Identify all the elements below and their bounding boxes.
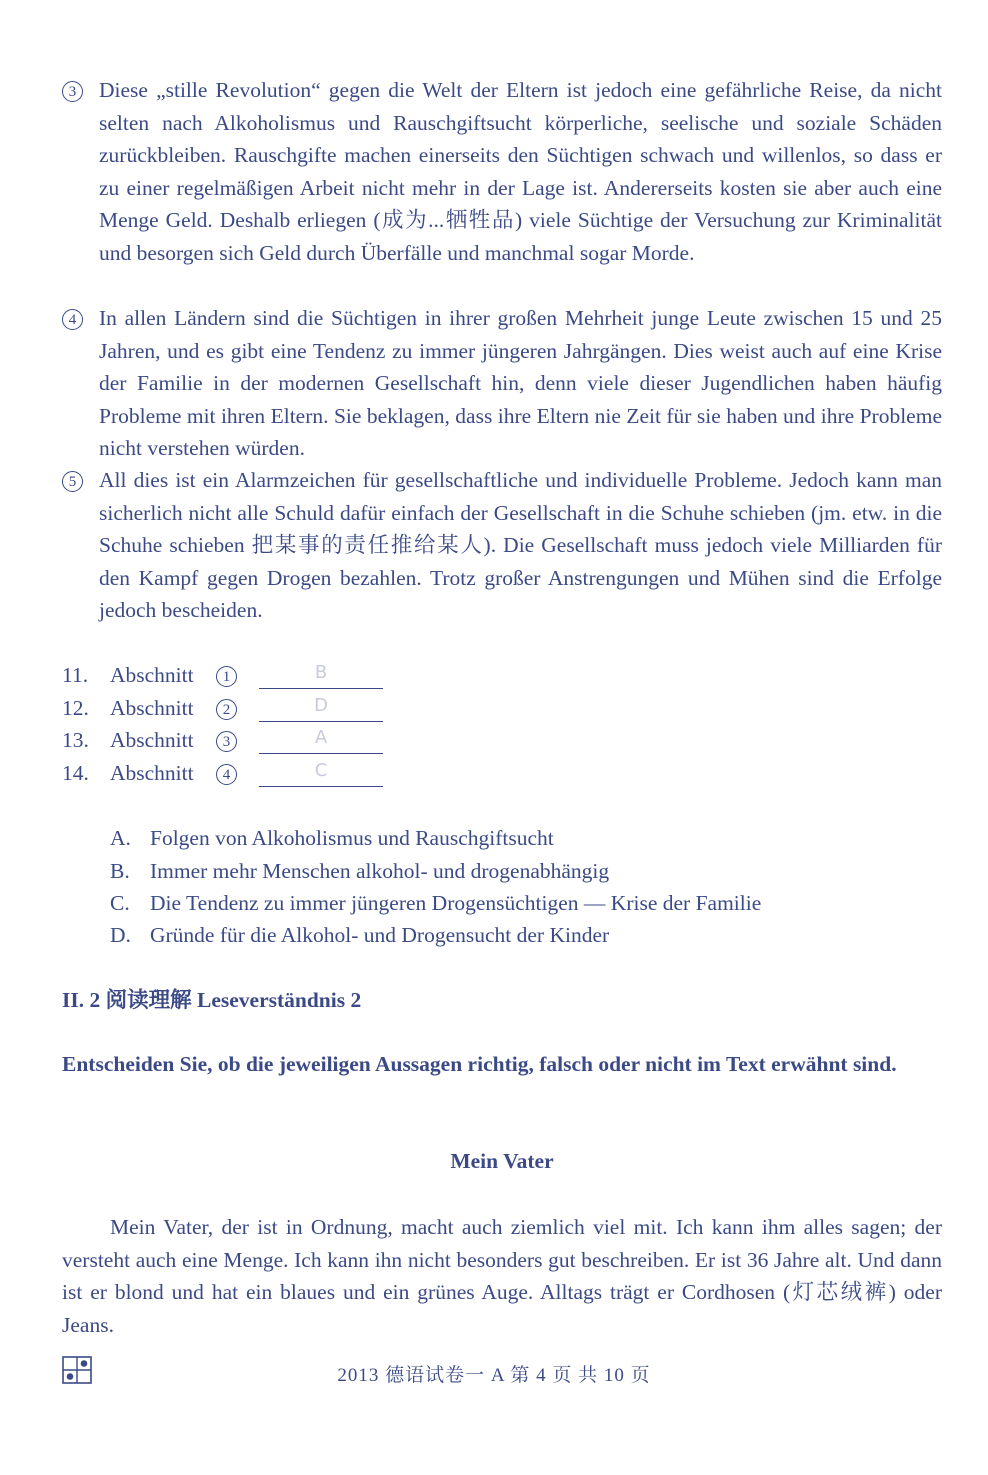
- paragraph-text: Diese „stille Revolution“ gegen die Welt der Eltern ist jedoch eine gefährliche Reise, da nicht selten nach Alkoholismus und Rauschgiftsucht körperliche, seelische und soziale Schäden zurückbleiben. Rauschgifte machen einerseits den Süchtigen schwach und willenlos, so dass er zu einer regelmäßigen Arbeit nicht mehr in der Lage ist. Andererseits kosten sie aber auch eine Menge Geld. Deshalb erliegen (成为...牺牲品) viele Süchtige der Versuchung zur Kriminalität und besorgen sich Geld durch Überfälle und manchmal sogar Morde.: [99, 78, 942, 265]
- paragraph-number: [62, 74, 90, 107]
- question-11: [62, 660, 328, 690]
- answer-blank[interactable]: D: [259, 693, 383, 722]
- question-label: Abschnitt: [110, 663, 194, 687]
- paragraph-number: [62, 302, 90, 335]
- question-label: Abschnitt: [110, 728, 194, 752]
- circled-number: 4: [216, 764, 237, 785]
- question-label: Abschnitt: [110, 761, 194, 785]
- paragraph-text: In allen Ländern sind die Süchtigen in ihrer großen Mehrheit junge Leute zwischen 15 und 25 Jahren, und es gibt eine Tendenz zu immer jüngeren Jahrgängen. Dies weist auch auf eine Krise der Familie in der modernen Gesellschaft hin, denn viele dieser Jugendlichen haben häufig Probleme mit ihren Eltern. Sie beklagen, dass ihre Eltern nie Zeit für sie haben und ihre Probleme nicht verstehen würden.: [99, 306, 942, 460]
- question-number: 14.: [62, 761, 89, 785]
- circled-number: 1: [216, 666, 237, 687]
- reading-title: Mein Vater: [450, 1149, 554, 1173]
- page-footer: 2013 德语试卷一 A 第 4 页 共 10 页: [337, 1365, 651, 1386]
- section-heading: II. 2 阅读理解 Leseverständnis 2: [62, 988, 362, 1012]
- option-letter: A.: [110, 826, 131, 850]
- question-label: Abschnitt: [110, 696, 194, 720]
- option-text: Die Tendenz zu immer jüngeren Drogensüchtigen — Krise der Familie: [150, 891, 762, 915]
- option-c: [110, 887, 761, 919]
- paragraph-5: [62, 464, 942, 627]
- paragraph-3: [62, 74, 942, 269]
- answer-blank[interactable]: B: [259, 660, 383, 689]
- question-12: [62, 693, 328, 723]
- option-a: [110, 822, 554, 854]
- question-number: 11.: [62, 663, 89, 687]
- answer-blank[interactable]: A: [259, 725, 383, 754]
- paragraph-text: All dies ist ein Alarmzeichen für gesellschaftliche und individuelle Probleme. Jedoch kann man sicherlich nicht alle Schuld dafür einfach der Gesellschaft in die Schuhe schieben (jm. etw. in die Schuhe schieben 把某事的责任推给某人). Die Gesellschaft muss jedoch viele Milliarden für den Kampf gegen Drogen bezahlen. Trotz großer Anstrengungen und Mühen sind die Erfolge jedoch bescheiden.: [99, 468, 942, 622]
- circled-number: 4: [62, 309, 83, 330]
- option-letter: C.: [110, 891, 130, 915]
- circled-number: 3: [62, 81, 83, 102]
- option-text: Immer mehr Menschen alkohol- und drogenabhängig: [150, 859, 610, 883]
- section-instruction: Entscheiden Sie, ob die jeweiligen Aussagen richtig, falsch oder nicht im Text erwähnt sind.: [62, 1052, 897, 1076]
- option-text: Folgen von Alkoholismus und Rauschgiftsucht: [150, 826, 554, 850]
- circled-number: 2: [216, 699, 237, 720]
- reading-text: Mein Vater, der ist in Ordnung, macht auch ziemlich viel mit. Ich kann ihm alles sagen; der versteht auch eine Menge. Ich kann ihn nicht besonders gut beschreiben. Er ist 36 Jahre alt. Und dann ist er blond und hat ein blaues und ein grünes Auge. Alltags trägt er Cordhosen (灯芯绒裤) oder Jeans.: [62, 1215, 942, 1337]
- paragraph-number: [62, 464, 90, 497]
- option-letter: D.: [110, 923, 131, 947]
- option-text: Gründe für die Alkohol- und Drogensucht der Kinder: [150, 923, 610, 947]
- circled-number: 3: [216, 731, 237, 752]
- answer-blank[interactable]: C: [259, 758, 383, 787]
- question-number: 13.: [62, 728, 89, 752]
- option-b: [110, 855, 609, 887]
- paragraph-4: [62, 302, 942, 465]
- option-letter: B.: [110, 859, 130, 883]
- question-14: [62, 758, 328, 788]
- option-d: [110, 919, 609, 951]
- question-13: [62, 725, 328, 755]
- question-number: 12.: [62, 696, 89, 720]
- circled-number: 5: [62, 471, 83, 492]
